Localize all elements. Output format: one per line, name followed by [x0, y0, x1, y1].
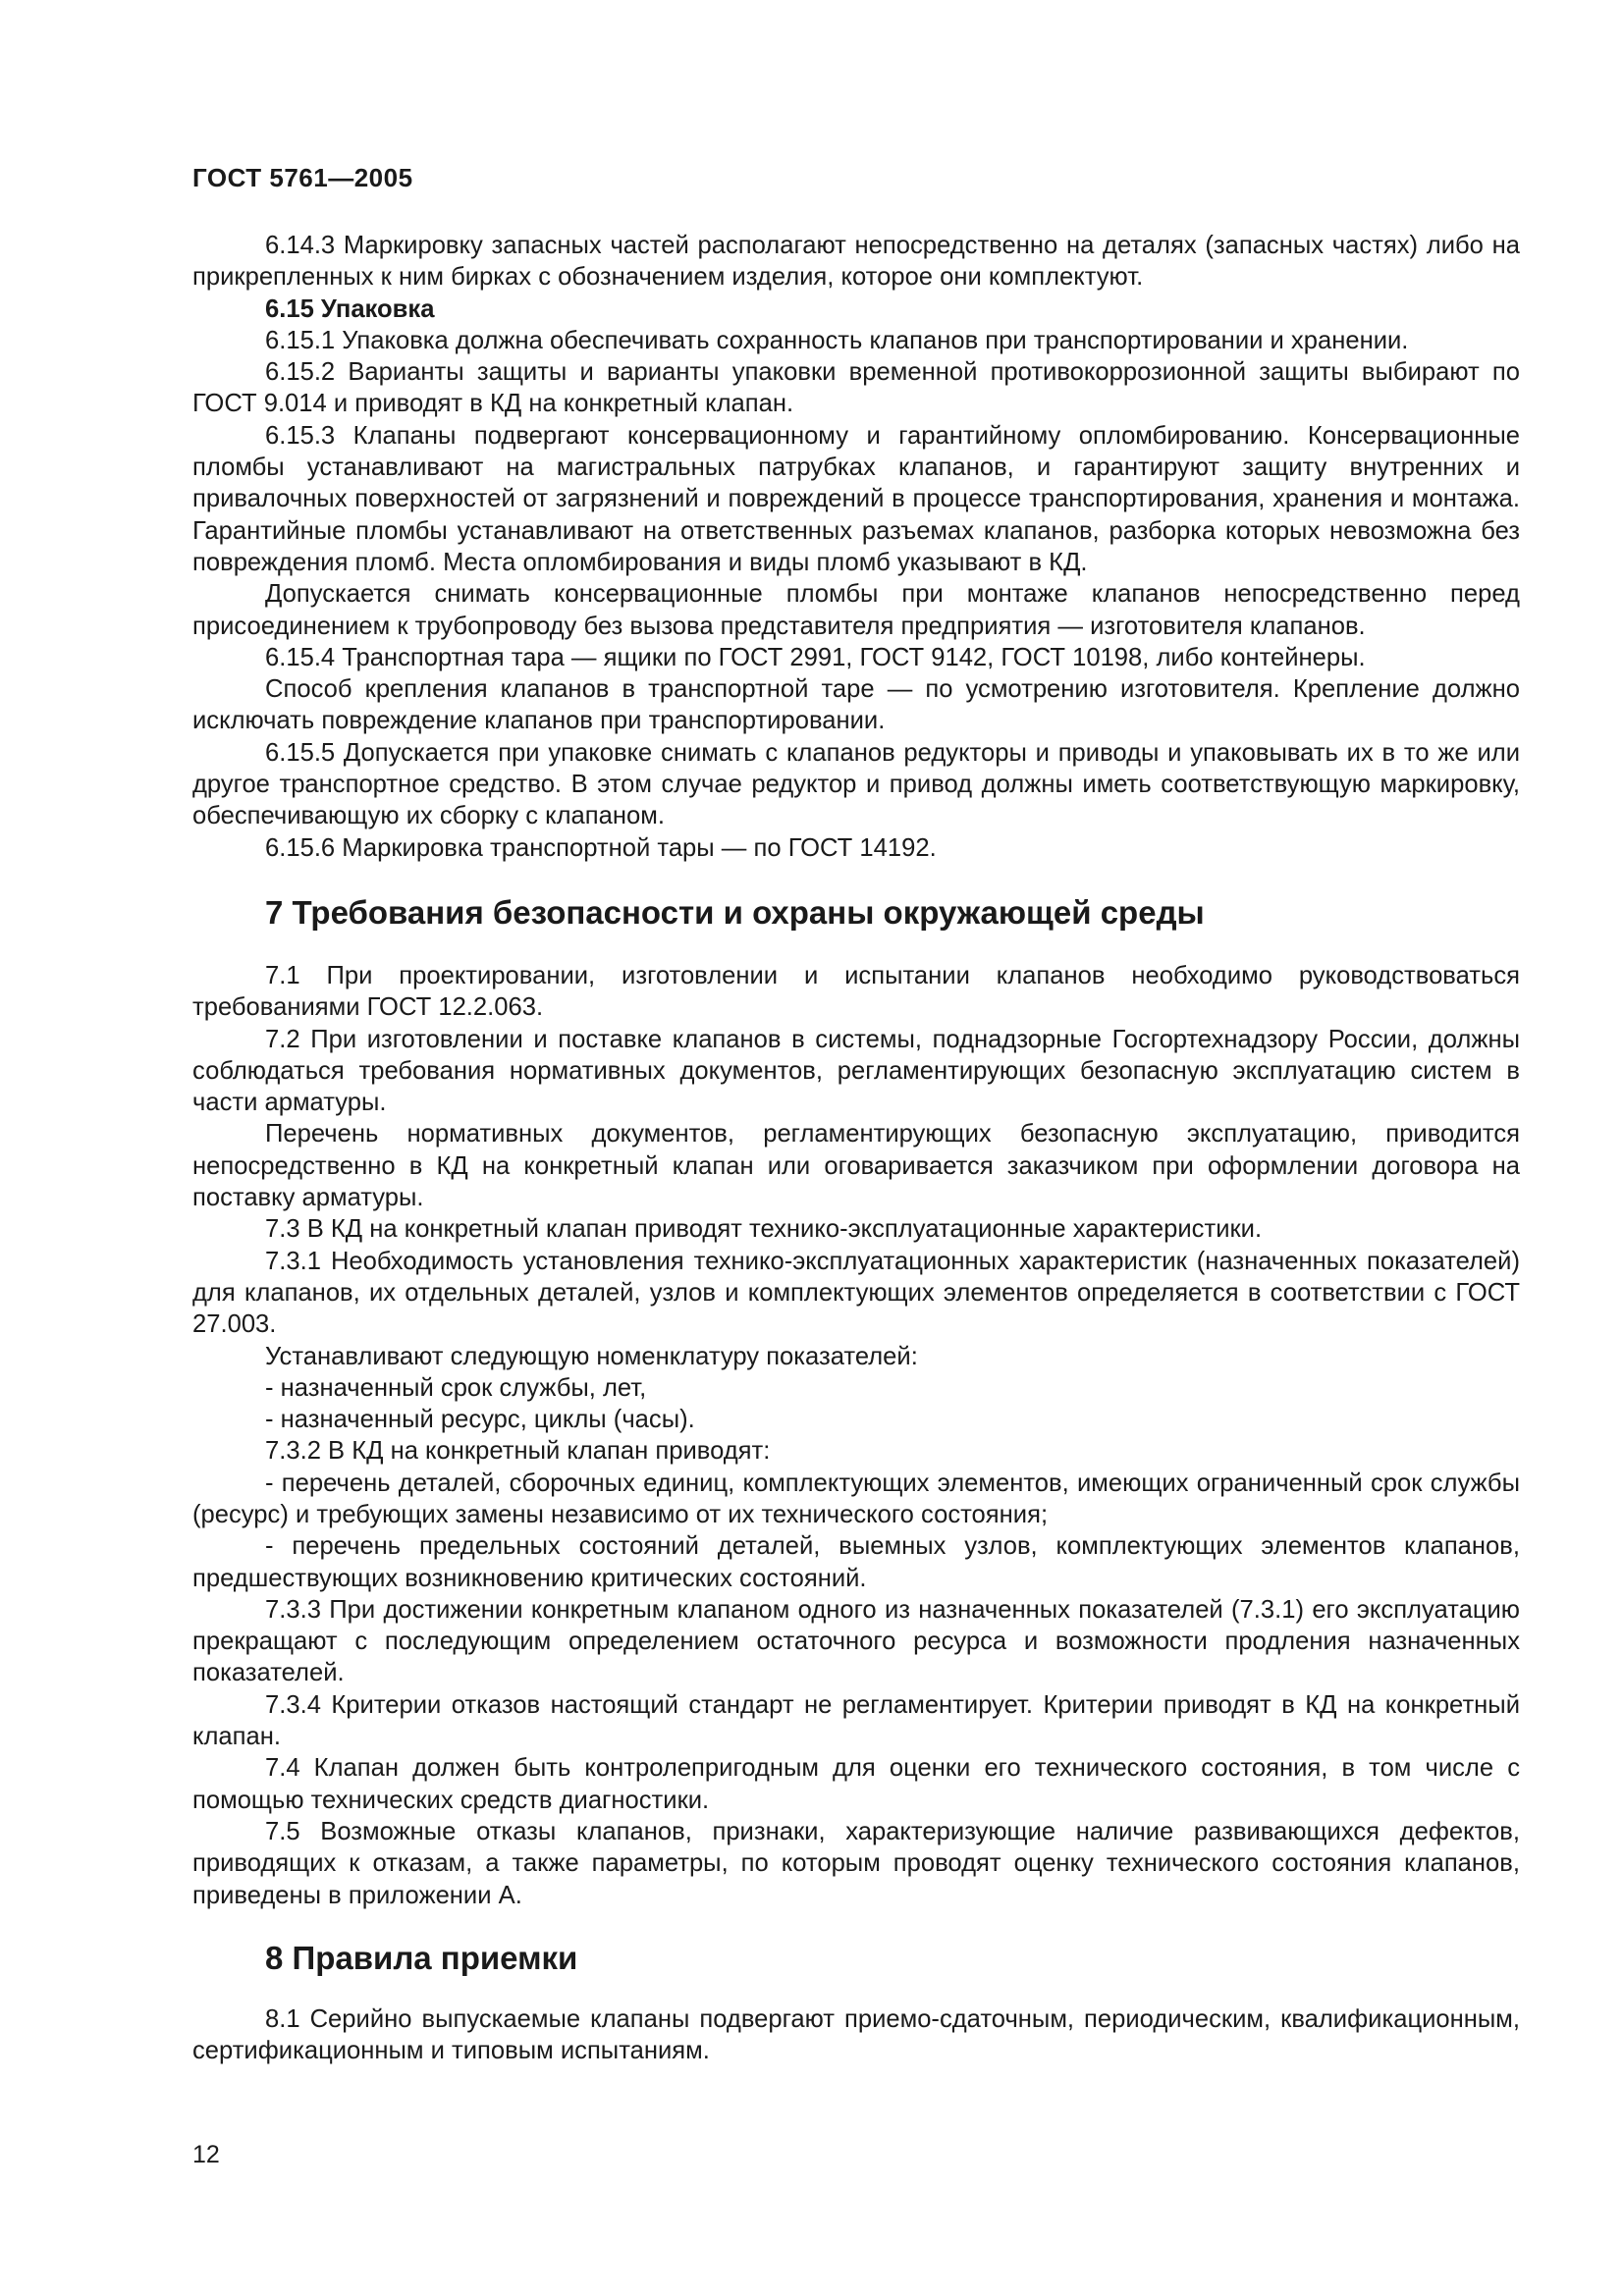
- paragraph: Допускается снимать консервационные пломбы при монтаже клапанов непосредственно перед присоединением к трубопроводу без вызова представителя предприятия — изготовителя клапанов.: [192, 580, 1520, 640]
- section-7-heading: 7 Требования безопасности и охраны окружающей среды: [265, 893, 1205, 931]
- paragraph: 6.15.6 Маркировка транспортной тары — по ГОСТ 14192.: [265, 833, 937, 862]
- paragraph: 6.15.5 Допускается при упаковке снимать с клапанов редукторы и приводы и упаковывать их в то же или другое транспортное средство. В этом случае редуктор и привод должны иметь соответствующую маркировку, обеспечивающую их сборку с клапаном.: [192, 738, 1520, 830]
- list-item: - перечень предельных состояний деталей, выемных узлов, комплектующих элементов клапанов, предшествующих возникновению критических состояний.: [192, 1532, 1520, 1592]
- paragraph: 7.3.1 Необходимость установления технико-эксплуатационных характеристик (назначенных показателей) для клапанов, их отдельных деталей, узлов и комплектующих элементов определяется в соответствии с ГОСТ 27.003.: [192, 1247, 1520, 1339]
- list-item: - назначенный ресурс, циклы (часы).: [265, 1406, 695, 1434]
- paragraph: 7.3 В КД на конкретный клапан приводят технико-эксплуатационные характеристики.: [265, 1215, 1263, 1244]
- paragraph: 6.15.3 Клапаны подвергают консервационному и гарантийному опломбированию. Консервационные пломбы устанавливают на магистральных патрубках клапанов, и гарантируют защиту внутренних и привалочных поверхностей от загрязнений и повреждений в процессе транспортирования, хранения и монтажа. Гарантийные пломбы устанавливают на ответственных разъемах клапанов, разборка которых невозможна без повреждения пломб. Места опломбирования и виды пломб указывают в КД.: [192, 421, 1520, 576]
- document-code-header: ГОСТ 5761—2005: [192, 163, 413, 192]
- paragraph: 7.4 Клапан должен быть контролепригодным для оценки его технического состояния, в том числе с помощью технических средств диагностики.: [192, 1754, 1520, 1814]
- paragraph: 8.1 Серийно выпускаемые клапаны подвергают приемо-сдаточным, периодическим, квалификационным, сертификационным и типовым испытаниям.: [192, 2004, 1520, 2065]
- paragraph: 7.3.2 В КД на конкретный клапан приводят:: [265, 1437, 771, 1466]
- paragraph: 7.5 Возможные отказы клапанов, признаки, характеризующие наличие развивающихся дефектов, приводящих к отказам, а также параметры, по которым проводят оценку технического состояния клапанов, приведены в приложении А.: [192, 1817, 1520, 1909]
- section-8-heading: 8 Правила приемки: [265, 1939, 578, 1976]
- paragraph: 6.15.2 Варианты защиты и варианты упаковки временной противокоррозионной защиты выбирают по ГОСТ 9.014 и приводят в КД на конкретный клапан.: [192, 358, 1520, 418]
- paragraph: 7.2 При изготовлении и поставке клапанов в системы, поднадзорные Госгортехнадзору России, должны соблюдаться требования нормативных документов, регламентирующих безопасную эксплуатацию систем в части арматуры.: [192, 1025, 1520, 1117]
- paragraph: 6.15.4 Транспортная тара — ящики по ГОСТ 2991, ГОСТ 9142, ГОСТ 10198, либо контейнеры.: [265, 643, 1366, 671]
- paragraph: 7.3.3 При достижении конкретным клапаном одного из назначенных показателей (7.3.1) его эксплуатацию прекращают с последующим определением остаточного ресурса и возможности продления назначенных показателей.: [192, 1595, 1520, 1687]
- page-number: 12: [192, 2141, 220, 2168]
- subsection-heading: 6.15 Упаковка: [265, 294, 435, 323]
- paragraph: Перечень нормативных документов, регламентирующих безопасную эксплуатацию, приводится непосредственно в КД на конкретный клапан или оговаривается заказчиком при оформлении договора на поставку арматуры.: [192, 1120, 1520, 1212]
- document-body: [192, 230, 1520, 2066]
- paragraph: Способ крепления клапанов в транспортной таре — по усмотрению изготовителя. Крепление должно исключать повреждение клапанов при транспортировании.: [192, 675, 1520, 735]
- paragraph: 7.3.4 Критерии отказов настоящий стандарт не регламентирует. Критерии приводят в КД на конкретный клапан.: [192, 1690, 1520, 1751]
- list-item: - назначенный срок службы, лет,: [265, 1373, 647, 1402]
- list-item: - перечень деталей, сборочных единиц, комплектующих элементов, имеющих ограниченный срок службы (ресурс) и требующих замены независимо от их технического состояния;: [192, 1468, 1520, 1528]
- paragraph: 7.1 При проектировании, изготовлении и испытании клапанов необходимо руководствоваться требованиями ГОСТ 12.2.063.: [192, 961, 1520, 1022]
- paragraph: Устанавливают следующую номенклатуру показателей:: [265, 1342, 918, 1370]
- paragraph: 6.14.3 Маркировку запасных частей располагают непосредственно на деталях (запасных частях) либо на прикрепленных к ним бирках с обозначением изделия, которое они комплектуют.: [192, 232, 1520, 292]
- paragraph: 6.15.1 Упаковка должна обеспечивать сохранность клапанов при транспортировании и хранении.: [265, 326, 1409, 354]
